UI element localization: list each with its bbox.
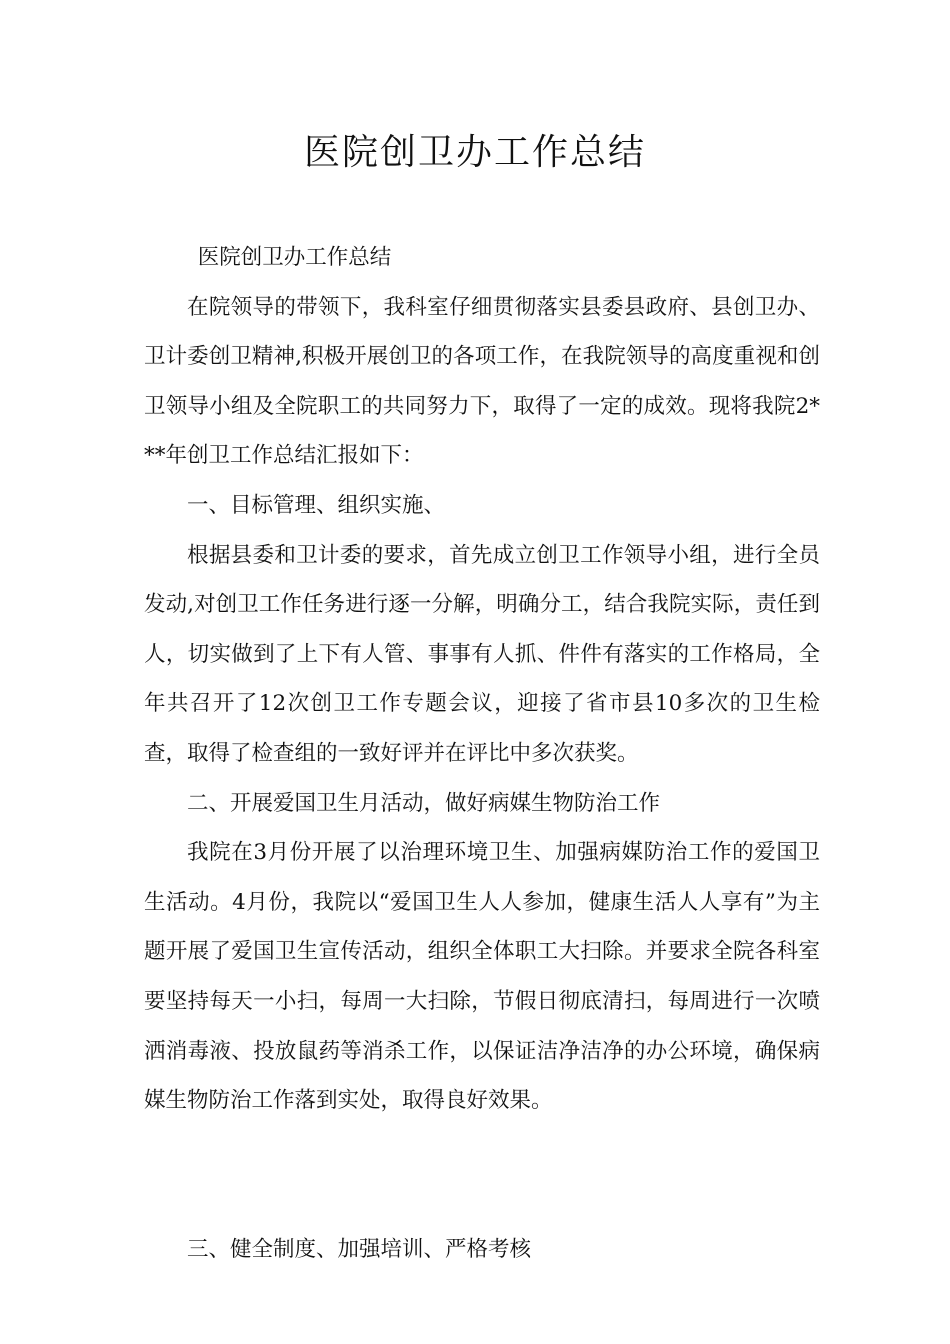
section-paragraph-1: 根据县委和卫计委的要求，首先成立创卫工作领导小组，进行全员发动,对创卫工作任务进行逐一分解，明确分工，结合我院实际，责任到人，切实做到了上下有人管、事事有人抓、件件有落实的工作格局，全年共召开了12次创卫工作专题会议，迎接了省市县10多次的卫生检查，取得了检查组的一致好评并在评比中多次获奖。 <box>144 542 820 766</box>
blank-spacer <box>144 1126 820 1225</box>
section-heading-3: 三、健全制度、加强培训、严格考核 <box>187 1236 532 1262</box>
intro-paragraph: 在院领导的带领下，我科室仔细贯彻落实县委县政府、县创卫办、卫计委创卫精神,积极开展创卫的各项工作，在我院领导的高度重视和创卫领导小组及全院职工的共同努力下，取得了一定的成效。现将我院2***年创卫工作总结汇报如下： <box>144 294 820 469</box>
section-paragraph-2: 我院在3月份开展了以治理环境卫生、加强病媒防治工作的爱国卫生活动。4月份，我院以“爱国卫生人人参加，健康生活人人享有”为主题开展了爱国卫生宣传活动，组织全体职工大扫除。并要求全院各科室要坚持每天一小扫，每周一大扫除，节假日彻底清扫，每周进行一次喷洒消毒液、投放鼠药等消杀工作，以保证洁净洁净的办公环境，确保病媒生物防治工作落到实处，取得良好效果。 <box>144 840 820 1114</box>
document-body <box>144 233 820 1274</box>
section-heading-2: 二、开展爱国卫生月活动，做好病媒生物防治工作 <box>187 790 661 816</box>
document-title: 医院创卫办工作总结 <box>303 132 646 173</box>
document-subtitle: 医院创卫办工作总结 <box>197 245 392 270</box>
section-heading-1: 一、目标管理、组织实施、 <box>187 492 446 518</box>
